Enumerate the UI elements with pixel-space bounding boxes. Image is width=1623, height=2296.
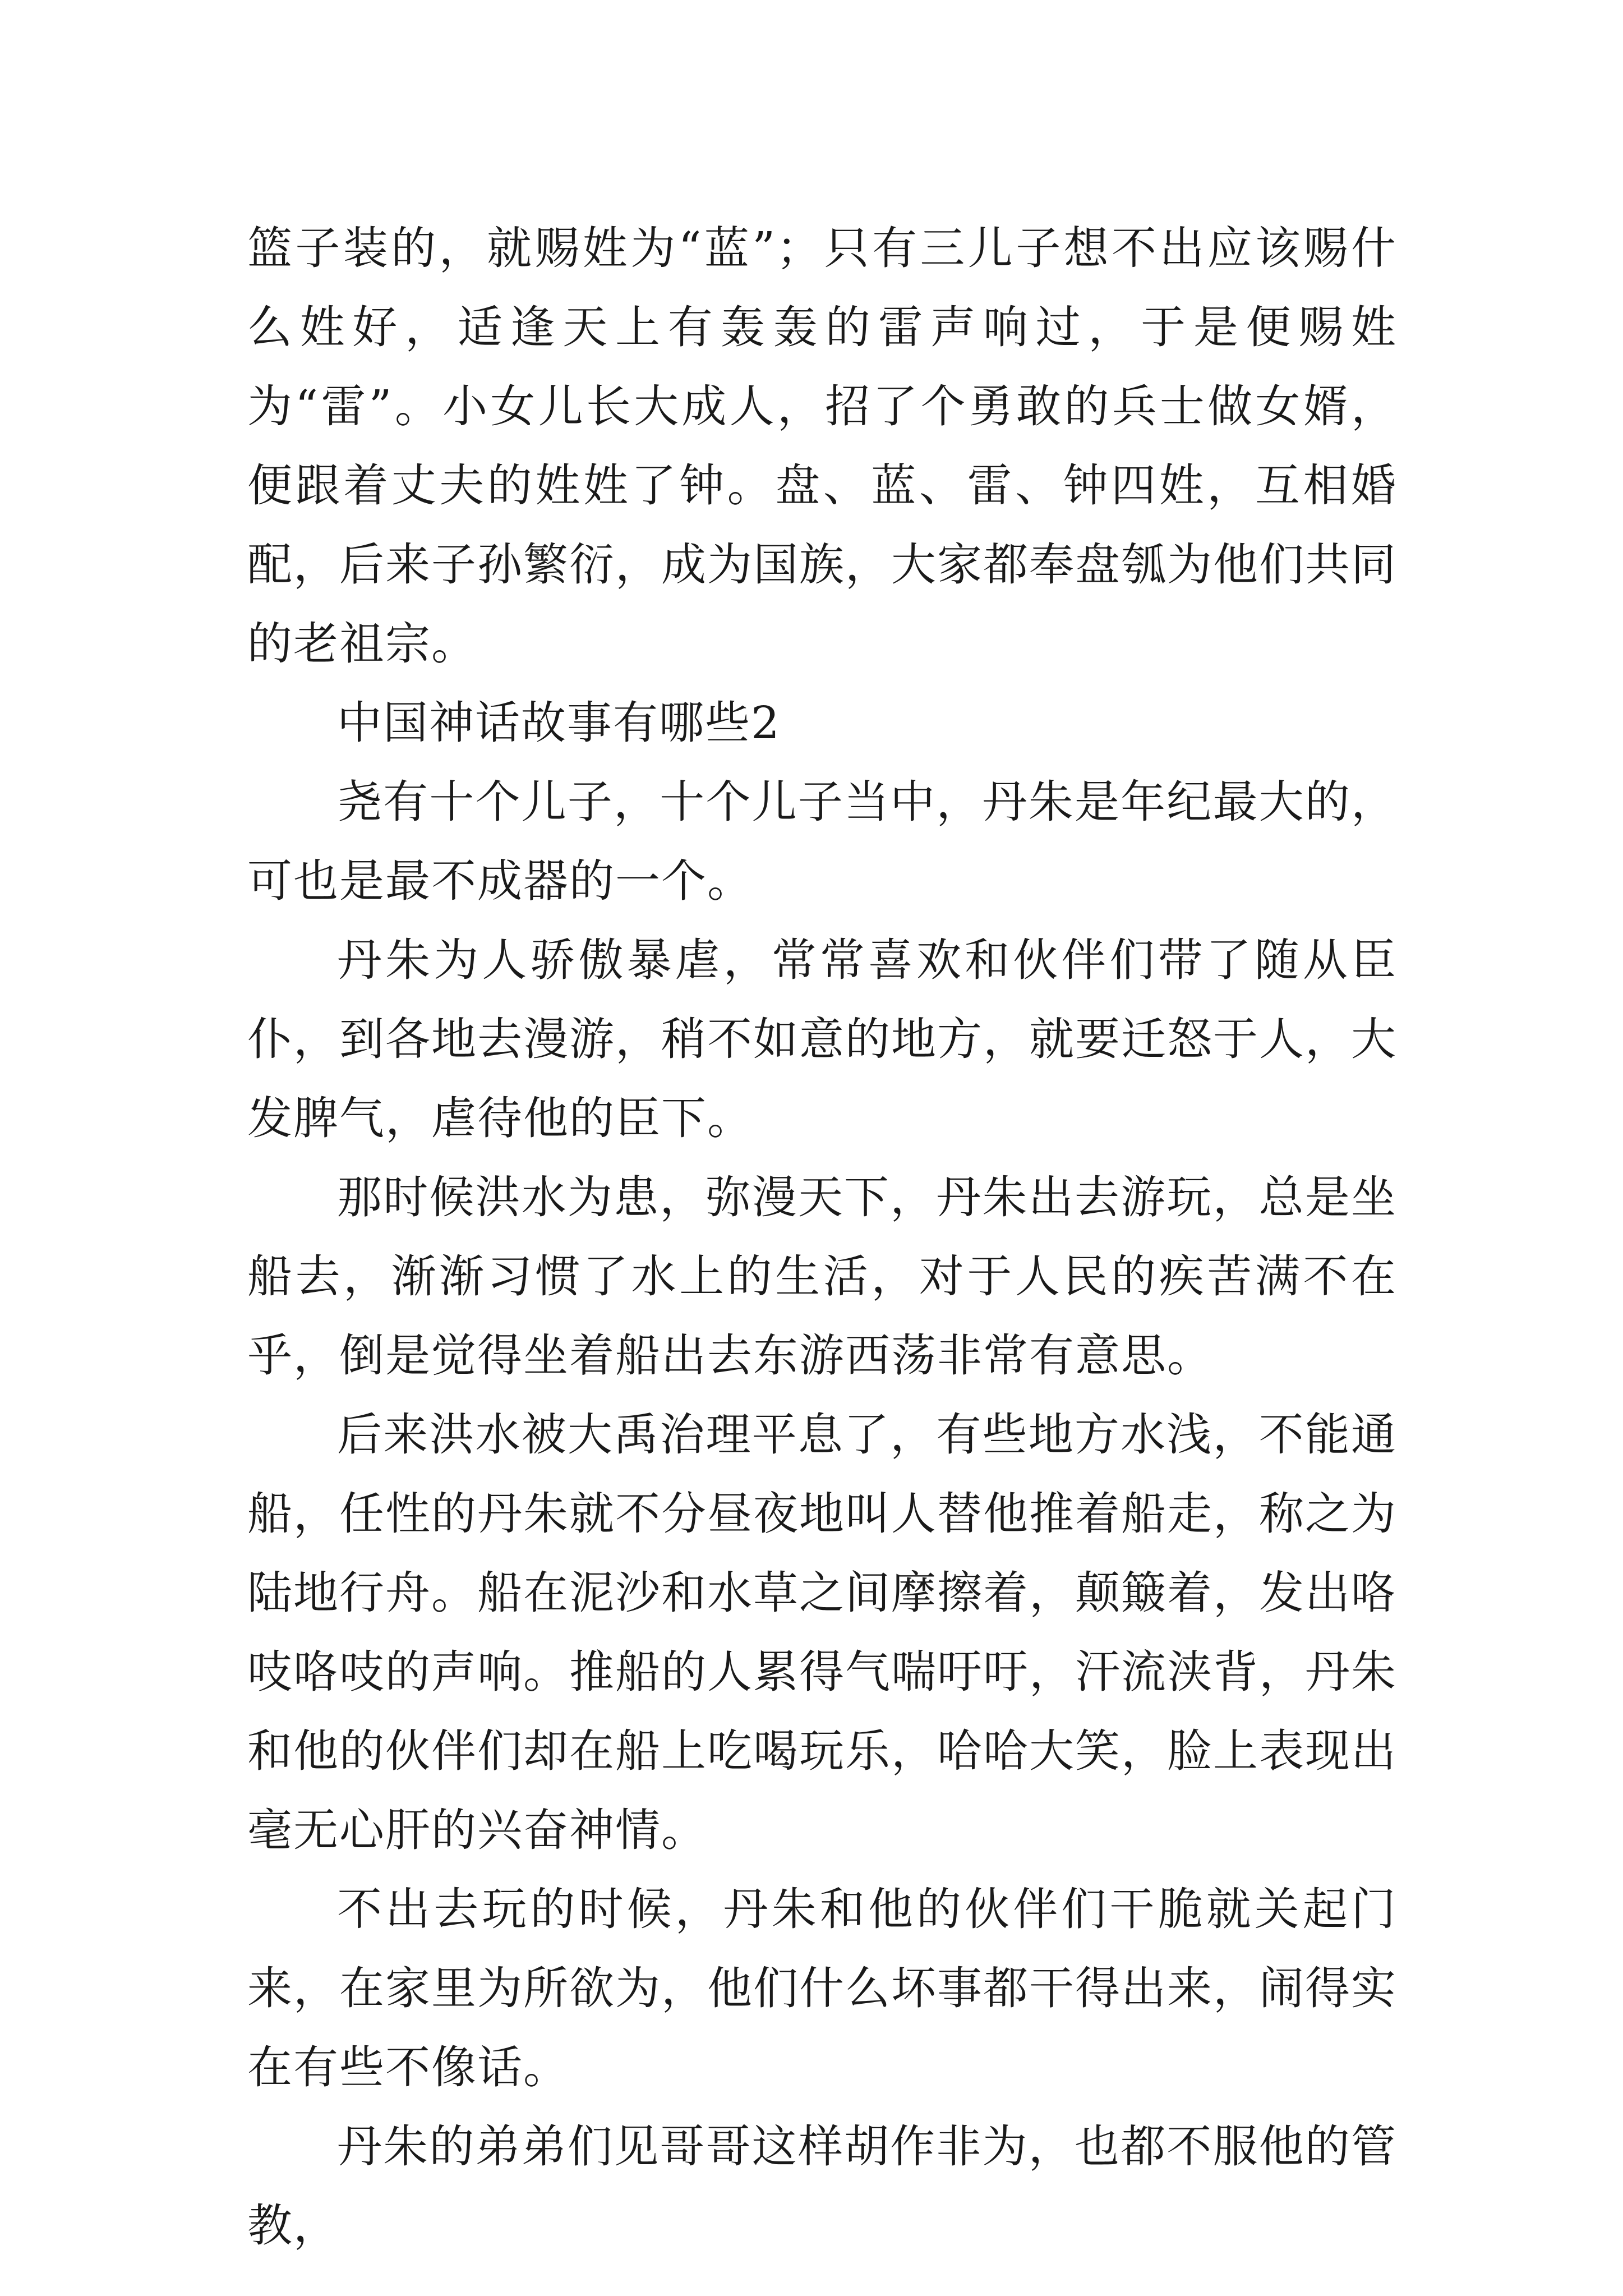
paragraph: 后来洪水被大禹治理平息了，有些地方水浅，不能通船，任性的丹朱就不分昼夜地叫人替他推着船走，称之为陆地行舟。船在泥沙和水草之间摩擦着，颠簸着，发出咯吱咯吱的声响。推船的人累得气喘吁吁，汗流浃背，丹朱和他的伙伴们却在船上吃喝玩乐，哈哈大笑，脸上表现出毫无心肝的兴奋神情。: [247, 1409, 1397, 1856]
paragraph: 尧有十个儿子，十个儿子当中，丹朱是年纪最大的，可也是最不成器的一个。: [247, 776, 1397, 907]
paragraph: 篮子装的，就赐姓为“蓝”；只有三儿子想不出应该赐什么姓好，适逢天上有轰轰的雷声响过，于是便赐姓为“雷”。小女儿长大成人，招了个勇敢的兵士做女婿，便跟着丈夫的姓姓了钟。盘、蓝、雷、钟四姓，互相婚配，后来子孙繁衍，成为国族，大家都奉盘瓠为他们共同的老祖宗。: [247, 222, 1397, 670]
paragraph: 丹朱的弟弟们见哥哥这样胡作非为，也都不服他的管教，: [247, 2120, 1397, 2252]
paragraph: 丹朱为人骄傲暴虐，常常喜欢和伙伴们带了随从臣仆，到各地去漫游，稍不如意的地方，就要迁怒于人，大发脾气，虐待他的臣下。: [247, 934, 1397, 1144]
paragraph: 不出去玩的时候，丹朱和他的伙伴们干脆就关起门来，在家里为所欲为，他们什么坏事都干得出来，闹得实在有些不像话。: [247, 1883, 1397, 2093]
document-body: [247, 209, 1397, 2265]
paragraph: 那时候洪水为患，弥漫天下，丹朱出去游玩，总是坐船去，渐渐习惯了水上的生活，对于人民的疾苦满不在乎，倒是觉得坐着船出去东游西荡非常有意思。: [247, 1171, 1397, 1382]
section-heading: 中国神话故事有哪些2: [337, 697, 781, 749]
